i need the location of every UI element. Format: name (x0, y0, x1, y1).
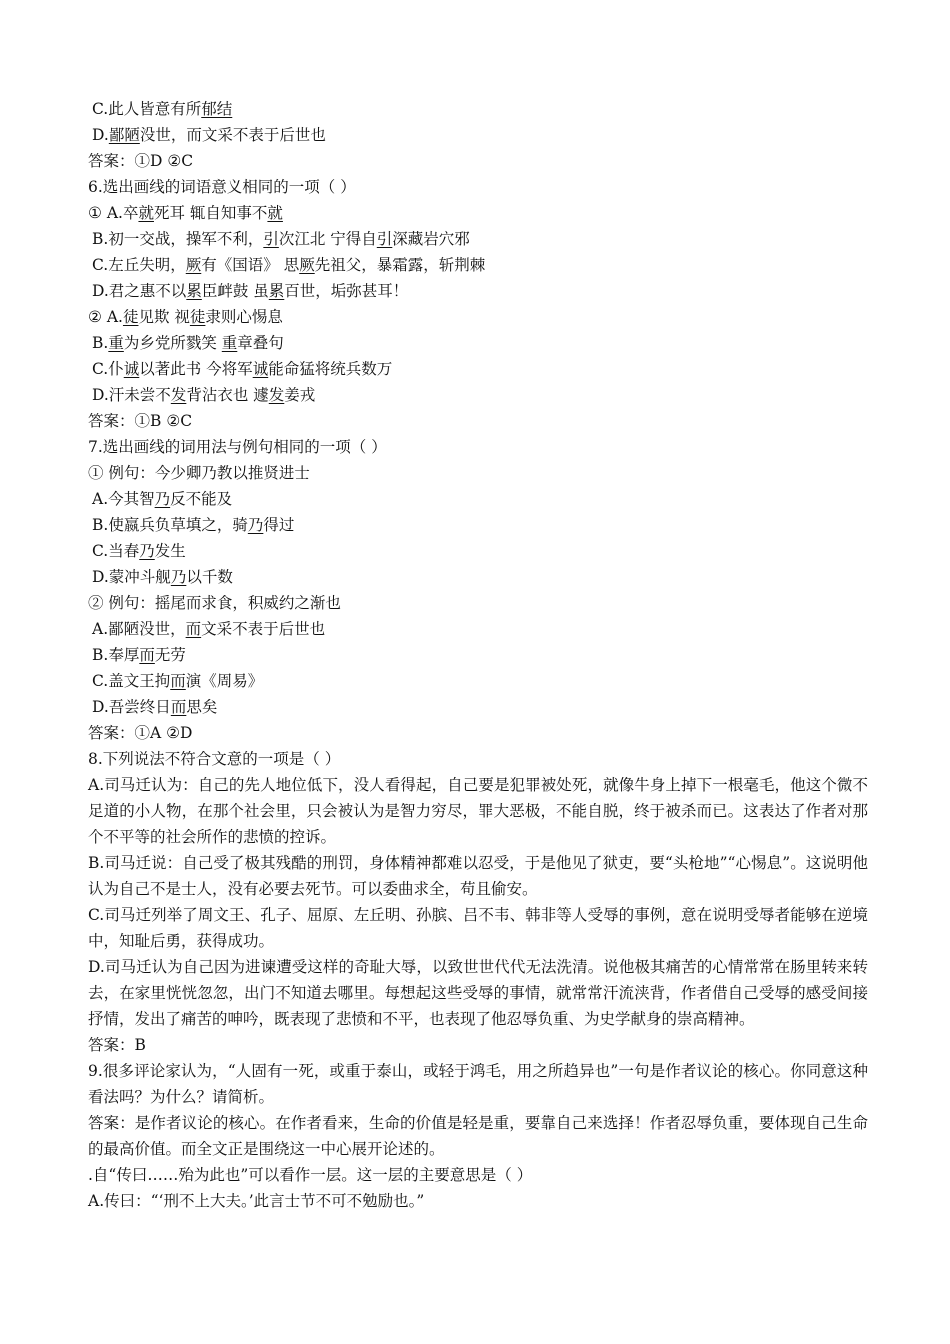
q7-stem: 7.选出画线的词用法与例句相同的一项（ ） (88, 438, 387, 456)
q10-option-a: A.传曰：“‘刑不上大夫。’此言士节不可不勉励也。” (88, 1192, 425, 1210)
q7-g2-option-a: A.鄙陋没世，而文采不表于后世也 (92, 620, 326, 638)
q6-g1-option-a: ① A.卒就死耳 辄自知事不就 (88, 204, 283, 222)
q7-g2-option-c: C.盖文王拘而演《周易》 (92, 672, 264, 690)
q5-option-d: D.鄙陋没世，而文采不表于后世也 (92, 126, 326, 144)
q6-g1-option-d: D.君之惠不以累臣衅鼓 虽累百世，垢弥甚耳！ (92, 282, 409, 300)
q9-stem: 9.很多评论家认为，“人固有一死，或重于泰山，或轻于鸿毛，用之所趋异也”一句是作者议论的核心。你同意这种看法吗？为什么？请简析。 (88, 1062, 868, 1106)
q6-g2-option-a: ② A.徒见欺 视徒隶则心惕息 (88, 308, 283, 326)
q6-g2-option-c: C.仆诚以著此书 今将军诚能命猛将统兵数万 (92, 360, 393, 378)
q5-answer: 答案：①D ②C (88, 152, 194, 170)
q8-option-a: A.司马迁认为：自己的先人地位低下，没人看得起，自己要是犯罪被处死，就像牛身上掉下一根毫毛，他这个微不足道的小人物，在那个社会里，只会被认为是智力穷尽，罪大恶极，不能自脱，终于被杀而已。这表达了作者对那个不平等的社会所作的悲愤的控诉。 (88, 776, 868, 846)
q7-g1-option-c: C.当春乃发生 (92, 542, 186, 560)
document-page (88, 96, 868, 1214)
q7-example-1: ① 例句：今少卿乃教以推贤进士 (88, 464, 310, 482)
q7-g2-option-d: D.吾尝终日而思矣 (92, 698, 218, 716)
q6-g1-option-c: C.左丘失明，厥有《国语》 思厥先祖父，暴霜露，斩荆棘 (92, 256, 486, 274)
q9-answer: 答案：是作者议论的核心。在作者看来，生命的价值是轻是重，要靠自己来选择！作者忍辱负重，要体现自己生命的最高价值。而全文正是围绕这一中心展开论述的。 (88, 1114, 868, 1158)
q7-g1-option-b: B.使嬴兵负草填之，骑乃得过 (92, 516, 295, 534)
q10-stem: .自“传曰……殆为此也”可以看作一层。这一层的主要意思是（ ） (88, 1166, 533, 1184)
q5-option-c: C.此人皆意有所郁结 (92, 100, 233, 118)
q8-answer: 答案：B (88, 1036, 146, 1054)
q7-answer: 答案：①A ②D (88, 724, 193, 742)
q8-option-c: C.司马迁列举了周文王、孔子、屈原、左丘明、孙膑、吕不韦、韩非等人受辱的事例，意在说明受辱者能够在逆境中，知耻后勇，获得成功。 (88, 906, 868, 950)
q6-answer: 答案：①B ②C (88, 412, 193, 430)
q8-option-d: D.司马迁认为自己因为进谏遭受这样的奇耻大辱，以致世世代代无法洗清。说他极其痛苦的心情常常在肠里转来转去，在家里恍恍忽忽，出门不知道去哪里。每想起这些受辱的事情，就常常汗流浃背，作者借自己受辱的感受间接抒情，发出了痛苦的呻吟，既表现了悲愤和不平，也表现了他忍辱负重、为史学献身的崇高精神。 (88, 958, 868, 1028)
q7-g1-option-d: D.蒙冲斗舰乃以千数 (92, 568, 233, 586)
q6-g2-option-d: D.汗未尝不发背沾衣也 遽发姜戎 (92, 386, 316, 404)
q7-example-2: ② 例句：摇尾而求食，积威约之渐也 (88, 594, 341, 612)
q7-g1-option-a: A.今其智乃反不能及 (92, 490, 233, 508)
q6-g1-option-b: B.初一交战，操军不利，引次江北 宁得自引深藏岩穴邪 (92, 230, 470, 248)
q8-option-b: B.司马迁说：自己受了极其残酷的刑罚，身体精神都难以忍受，于是他见了狱吏，要“头枪地”“心惕息”。这说明他认为自己不是士人，没有必要去死节。可以委曲求全，苟且偷安。 (88, 854, 868, 898)
q8-stem: 8.下列说法不符合文意的一项是（ ） (88, 750, 341, 768)
q7-g2-option-b: B.奉厚而无劳 (92, 646, 186, 664)
q6-stem: 6.选出画线的词语意义相同的一项（ ） (88, 178, 356, 196)
q6-g2-option-b: B.重为乡党所戮笑 重章叠句 (92, 334, 284, 352)
